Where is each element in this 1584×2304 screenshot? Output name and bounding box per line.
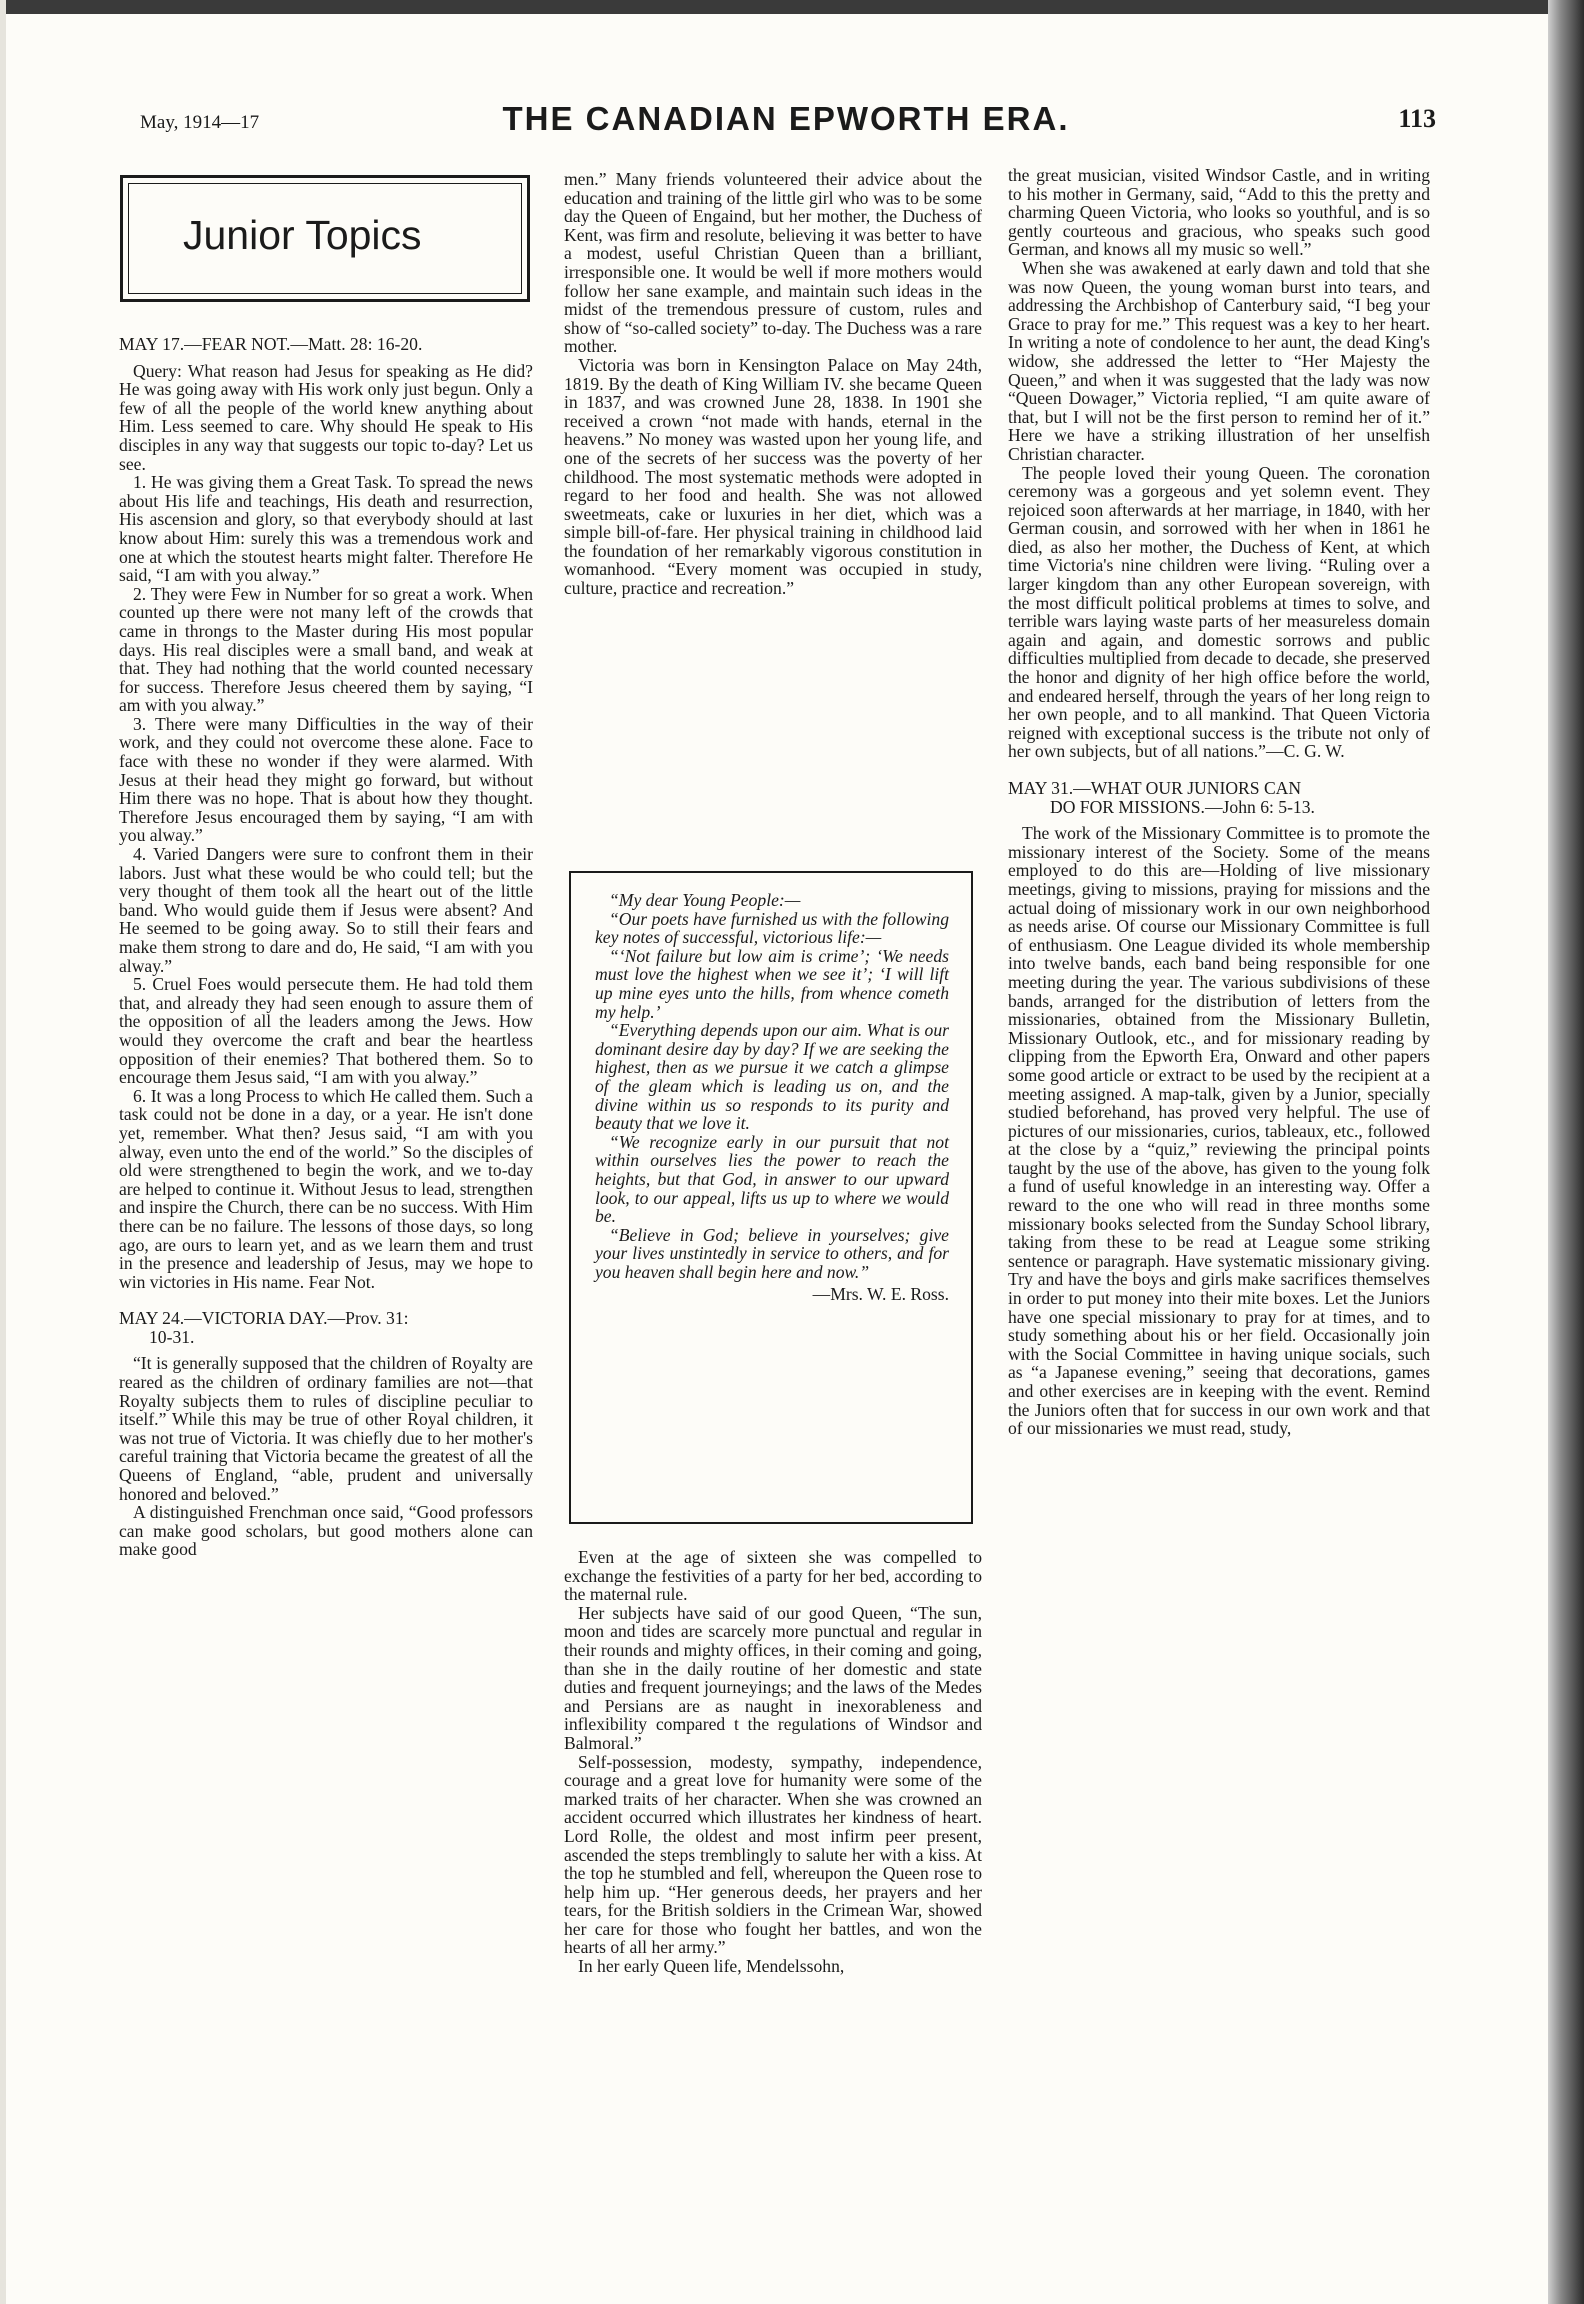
paragraph: 5. Cruel Foes would persecute them. He had told them that, and already they had seen enough to assure them of the opposition of all the leaders among the Jews. How would they overcome the craft and bear the heartless opposition of their enemies? That bothered them. So to encourage them Jesus said, “I am with you alway.” bbox=[119, 974, 533, 1088]
paragraph: When she was awakened at early dawn and told that she was now Queen, the young woman burst into tears, and addressing the Archbishop of Canterbury said, “I beg your Grace to pray for me.” This request was a key to her heart. In writing a note of condolence to her aunt, the dead King's widow, she addressed the letter to “Her Majesty the Queen,” and when it was suggested that the lady was now “Queen Dowager,” Victoria replied, “I am quite aware of that, but I will not be the first person to remind her of it.” Here we have a striking illustration of her unselfish Christian character. bbox=[1008, 257, 1430, 464]
paragraph: “It is generally supposed that the children of Royalty are reared as the children of ordinary families are not—that Royalty subjects them to rules of discipline peculiar to itself.” While this may be true of other Royal children, it was not true of Victoria. It was chiefly due to her mother's careful training that Victoria became the greatest of all the Queens of England, “able, prudent and universally honored and beloved.” bbox=[119, 1353, 533, 1504]
letter-quote-box bbox=[569, 871, 973, 1524]
quote-paragraph: “Everything depends upon our aim. What is our dominant desire day by day? If we are seeking the highest, then as we pursue it we catch a glimpse of the gleam which is leading us on, and the divine within us so responds to its purity and beauty that we love it. bbox=[595, 1020, 949, 1134]
paragraph: Self-possession, modesty, sympathy, independence, courage and a great love for humanity were some of the marked traits of her character. When she was crowned an accident occurred which illustrates her kindness of heart. Lord Rolle, the oldest and most infirm peer present, ascended the steps tremblingly to salute her with a kiss. At the top he stumbled and fell, whereupon the Queen rose to help him up. “Her generous deeds, her prayers and her tears, for the British soldiers in the Crimean War, showed her care for those who fought her battles, and won the hearts of all her army.” bbox=[564, 1751, 982, 1958]
paragraph: 4. Varied Dangers were sure to confront them in their labors. Just what these would be who could tell; but the very thought of them took all the heart out of the little band. Who would guide them if Jesus were absent? And He seemed to be going away. So to still their fears and make them strong to dare and do, He said, “I am with you alway.” bbox=[119, 844, 533, 976]
paragraph: Query: What reason had Jesus for speaking as He did? He was going away with His work only just begun. Only a few of all the people of the world knew anything about Him. Less seemed to care. Why should He speak to His disciples in any way that suggests our topic to-day? Let us see. bbox=[119, 360, 533, 474]
heading-line: 10-31. bbox=[149, 1326, 195, 1347]
paragraph: A distinguished Frenchman once said, “Good professors can make good scholars, but good mothers alone can make good bbox=[119, 1502, 533, 1560]
paragraph: the great musician, visited Windsor Castle, and in writing to his mother in Germany, said, “Add to this the pretty and charming Queen Victoria, who looks so youthful, and is so gently courteous and gracious, who speaks such good German, and knows all my music so well.” bbox=[1008, 165, 1430, 260]
paragraph: Even at the age of sixteen she was compelled to exchange the festivities of a party for her bed, according to the maternal rule. bbox=[564, 1547, 982, 1605]
paragraph: Her subjects have said of our good Queen, “The sun, moon and tides are scarcely more punctual and regular in their rounds and mighty offices, in their coming and going, than she in the daily routine of her domestic and state duties and frequent journeyings; and the laws of the Medes and Persians are as naught in inexorableness and inflexibility compared t the regulations of Windsor and Balmoral.” bbox=[564, 1602, 982, 1753]
paragraph: 3. There were many Difficulties in the way of their work, and they could not overcome these alone. Face to face with these no wonder if they were alarmed. With Jesus at their head they might go forward, but without Him there was no hope. That is about how they thought. Therefore Jesus encouraged them by saying, “I am with you alway.” bbox=[119, 713, 533, 846]
paragraph: 2. They were Few in Number for so great a work. When counted up there were not many left of the crowds that came in throngs to the Master during His most popular days. His real disciples were a small band, and weak at that. They had nothing that the world counted necessary for success. Therefore Jesus cheered them by saying, “I am with you alway.” bbox=[119, 583, 533, 716]
quote-paragraph: “My dear Young People:— bbox=[609, 890, 801, 910]
paragraph: 1. He was giving them a Great Task. To spread the news about His life and teachings, His death and resurrection, His ascension and glory, so that everybody should at last know about Him: surely this was a tremendous work and one at which the stoutest hearts might falter. Therefore He said, “I am with you alway.” bbox=[119, 472, 533, 586]
scan-border-top bbox=[0, 0, 1584, 14]
paragraph: In her early Queen life, Mendelssohn, bbox=[578, 1956, 845, 1977]
section-heading-may-17: MAY 17.—FEAR NOT.—Matt. 28: 16-20. bbox=[119, 334, 423, 354]
paragraph: men.” Many friends volunteered their advice about the education and training of the little girl who was to be some day the Queen of Engaind, but her mother, the Duchess of Kent, was firm and resolute, believing it was better to have a modest, useful Christian Queen than a brilliant, irresponsible one. It would be well if more mothers would follow her sane example, and maintain such ideas in the midst of the tremendous pressure of custom, rules and show of “so-called society” to-day. The Duchess was a rare mother. bbox=[564, 169, 982, 357]
paragraph: Victoria was born in Kensington Palace on May 24th, 1819. By the death of King William IV. she became Queen in 1837, and was crowned June 28, 1838. In 1901 she received a crown “not made with hands, eternal in the heavens.” No money was wasted upon her young life, and one of the secrets of her success was the poverty of her childhood. The most systematic methods were adopted in regard to her food and health. She was not allowed sweetmeats, cake or luxuries in her diet, which was a simple bill-of-fare. Her physical training in childhood laid the foundation of her remarkably vigorous constitution in womanhood. “Every moment was occupied in study, culture, practice and recreation.” bbox=[564, 354, 982, 599]
quote-paragraph: “Our poets have furnished us with the following key notes of successful, victorious life:— bbox=[595, 908, 949, 948]
column-2-top bbox=[564, 170, 982, 598]
quote-paragraph: “We recognize early in our pursuit that not within ourselves lies the power to reach the heights, but that God, in answer to our upward look, to our appeal, lifts us up to where we would be. bbox=[595, 1131, 949, 1227]
paragraph: The people loved their young Queen. The coronation ceremony was a gorgeous and yet solemn event. They rejoiced soon afterwards at her marriage, in 1840, with her German cousin, and sorrowed with her when in 1861 he died, as also her mother, the Duchess of Kent, at which time Victoria's nine children were living. “Ruling over a larger kingdom than any other European sovereign, with the most difficult political problems at times to solve, and terrible wars laying waste parts of her measureless domain again and again, and domestic sorrows and public difficulties multiplied from decade to decade, she preserved the honor and dignity of her high office before the world, and endeared herself, through the years of her long reign to her own people, and to all mankind. That Queen Victoria reigned with exceptional success is the tribute not only of her own subjects, but of all nations.”—C. G. W. bbox=[1008, 462, 1430, 762]
section-heading-may-24 bbox=[119, 1309, 533, 1346]
book-binding-edge bbox=[1548, 0, 1584, 2304]
junior-topics-banner bbox=[120, 175, 530, 302]
section-heading-may-31 bbox=[1008, 779, 1430, 816]
heading-line: DO FOR MISSIONS.—John 6: 5-13. bbox=[1050, 796, 1315, 817]
paragraph: The work of the Missionary Committee is to promote the missionary interest of the Society. Some of the means employed to do this are—Holding of live missionary meetings, giving to missions, praying for missions and the actual doing of missionary work in our own neighborhood as needs arise. Of course our Missionary Committee is full of enthusiasm. One League divided its whole membership into twelve bands, each band being responsible for one meeting during the year. The various subdivisions of these bands, arranged for the distribution of letters from the missionaries, obtained from the Missionary Bulletin, Missionary Outlook, etc., and for missionary reading by clipping from the Epworth Era, Onward and other papers some good article or extract to be used by the recipient at a meeting assigned. A map-talk, given by a Junior, specially studied beforehand, has proved very helpful. The use of pictures of our missionaries, curios, tableaux, etc., followed at the close by a “quiz,” reviewing the principal points taught by the use of the above, has given to the young folk a fund of useful knowledge in an interesting way. Offer a reward to the one who will read in three months some missionary books selected from the Sunday School library, taking from these to be read at League some striking sentence or paragraph. Have systematic missionary giving. Try and have the boys and girls make sacrifices themselves in order to put money into their mite boxes. Let the Juniors have one special missionary to pray for at times, and to study something about his or her field. Occasionally join with the Social Committee in having unique socials, such as “a Japanese evening,” seeing that decorations, games and other exercises are in keeping with the event. Remind the Juniors often that for success in our own work and that of our missionaries we must read, study, bbox=[1008, 823, 1430, 1439]
page-header bbox=[136, 100, 1436, 140]
column-1 bbox=[119, 335, 533, 1559]
paragraph: 6. It was a long Process to which He called them. Such a task could not be done in a day, or a year. He isn't done yet, remember. What then? Jesus said, “I am with you alway, even unto the end of the world.” So the disciples of old were strengthened to begin the work, and we to-day are helped to continue it. Without Jesus to lead, strengthen and inspire the Church, there can be no success. With Him there can be no failure. The lessons of those days, so long ago, are ours to learn yet, and as we learn them and trust in the presence and leadership of Jesus, may we hope to win victories in His name. Fear Not. bbox=[119, 1085, 533, 1292]
issue-date: May, 1914—17 bbox=[140, 112, 260, 133]
page-edge-left bbox=[0, 0, 6, 2304]
quote-paragraph: “‘Not failure but low aim is crime’; ‘We needs must love the highest when we see it’; ‘I will lift up mine eyes unto the hills, from whence cometh my help.’ bbox=[595, 945, 949, 1022]
banner-title: Junior Topics bbox=[183, 212, 422, 258]
heading-line: MAY 24.—VICTORIA DAY.—Prov. 31: bbox=[119, 1308, 409, 1329]
column-3 bbox=[1008, 166, 1430, 1438]
quote-signature: —Mrs. W. E. Ross. bbox=[812, 1284, 949, 1305]
heading-line: MAY 31.—WHAT OUR JUNIORS CAN bbox=[1008, 778, 1302, 798]
quote-paragraph: “Believe in God; believe in yourselves; give your lives unstintedly in service to others, and for you heaven shall begin here and now.” bbox=[595, 1224, 949, 1282]
page-number: 113 bbox=[1398, 104, 1436, 133]
magazine-title: THE CANADIAN EPWORTH ERA. bbox=[502, 100, 1070, 137]
column-2-bottom bbox=[564, 1548, 982, 1976]
